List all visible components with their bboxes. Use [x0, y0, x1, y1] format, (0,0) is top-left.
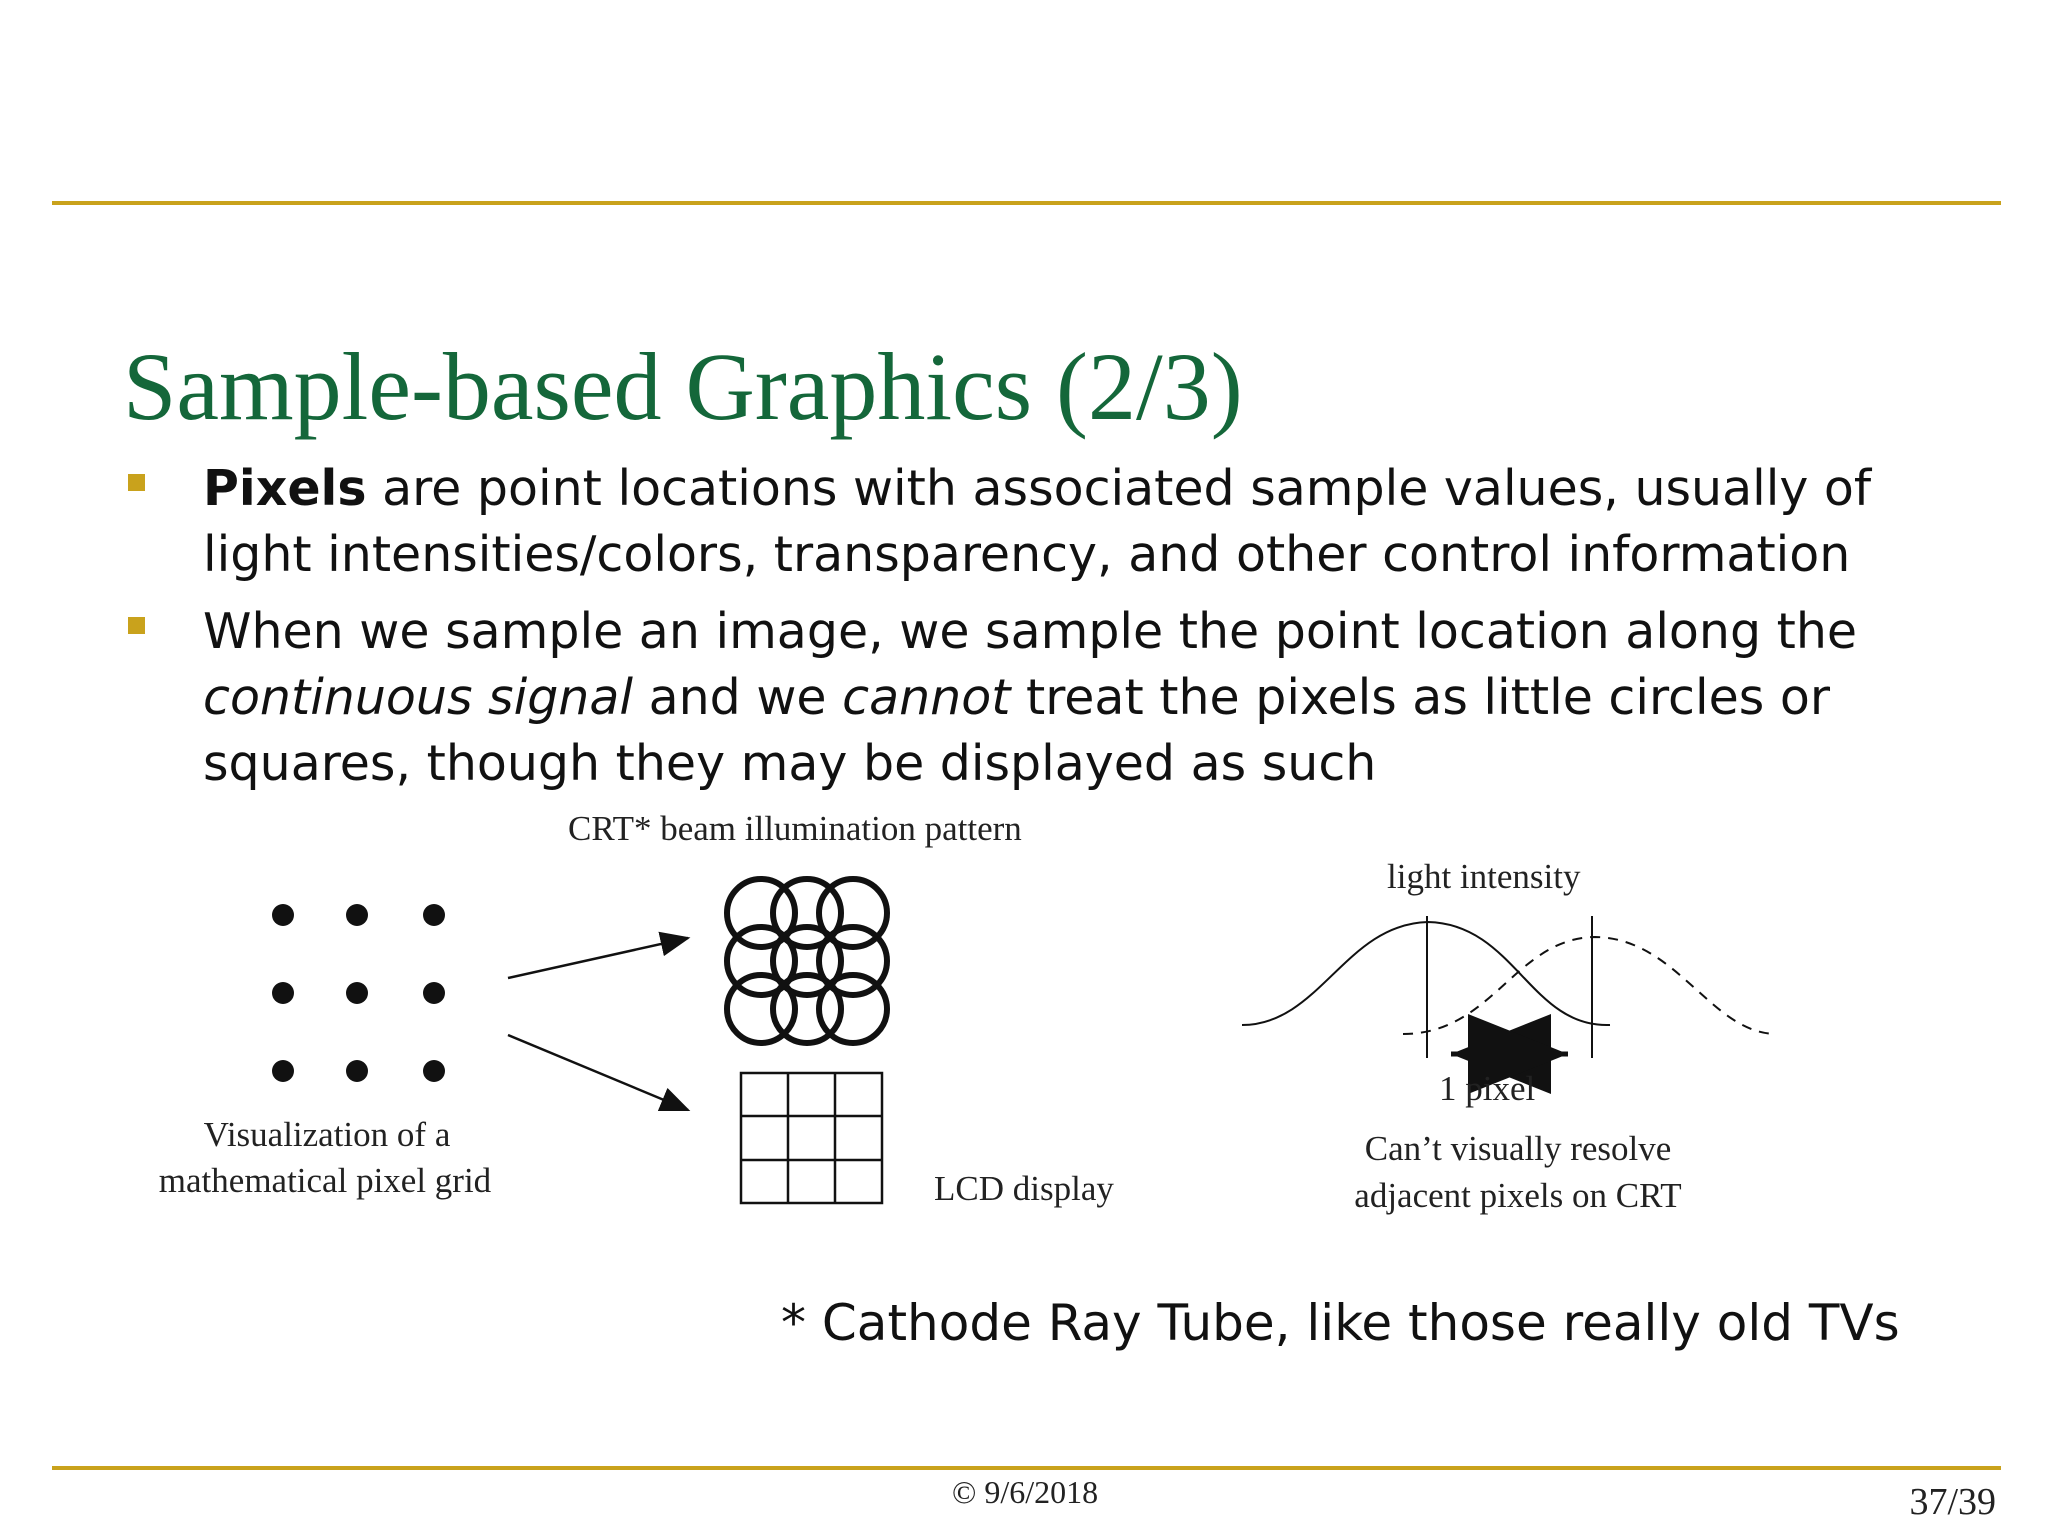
pixel-dot: [272, 1060, 294, 1082]
crt-beam-circle: [819, 879, 887, 947]
bold-term-pixels: Pixels: [203, 460, 367, 517]
bullet-text: [203, 603, 1857, 792]
arrow-to-lcd: [508, 1035, 688, 1110]
crt-beam-circle: [773, 927, 841, 995]
crt-footnote: * Cathode Ray Tube, like those really old TVs: [781, 1294, 1900, 1352]
pixel-dot: [346, 1060, 368, 1082]
crt-resolve-label-line1: Can’t visually resolve: [1364, 1129, 1672, 1168]
pixel-grid-label-line1: Visualization of a: [203, 1115, 451, 1154]
italic-term-continuous-signal: continuous signal: [203, 669, 633, 726]
crt-beam-circle: [773, 879, 841, 947]
pixel-dot: [423, 1060, 445, 1082]
pixel-dot: [272, 982, 294, 1004]
crt-beam-circle: [773, 975, 841, 1043]
intensity-curves: [1242, 916, 1775, 1058]
crt-resolve-label-line2: adjacent pixels on CRT: [1354, 1176, 1682, 1215]
bullet-text-middle: and we: [633, 669, 843, 726]
arrow-to-crt: [508, 938, 688, 978]
pixel-dot: [346, 982, 368, 1004]
solid-intensity-curve: [1242, 922, 1610, 1025]
bullet-text-start: When we sample an image, we sample the point location along the: [203, 603, 1858, 660]
bullet-text-rest: are point locations with associated sample values, usually of light intensities/colors, transparency, and other control information: [203, 460, 1872, 583]
lcd-display-label: LCD display: [934, 1169, 1114, 1208]
top-divider: [52, 201, 2001, 205]
square-bullet-icon: [128, 617, 145, 634]
dashed-intensity-curve: [1403, 937, 1775, 1034]
footer-date: © 9/6/2018: [952, 1474, 1099, 1510]
bullet-item-sampling: [120, 599, 1980, 797]
square-bullet-icon: [128, 474, 145, 491]
bullet-item-pixels: [120, 456, 1980, 588]
light-intensity-label: light intensity: [1387, 857, 1581, 896]
italic-term-cannot: cannot: [842, 669, 1011, 726]
bottom-divider: [52, 1466, 2001, 1470]
bullet-text-end: treat the pixels as little circles or squares, though they may be displayed as such: [203, 669, 1830, 792]
pixel-dot: [272, 904, 294, 926]
pixel-dot: [423, 982, 445, 1004]
pixel-grid-label-line2: mathematical pixel grid: [158, 1161, 492, 1200]
lcd-grid-border: [741, 1073, 882, 1203]
pixel-dot: [423, 904, 445, 926]
crt-pattern-label: CRT* beam illumination pattern: [568, 809, 1022, 848]
crt-beam-circle: [727, 927, 795, 995]
math-pixel-grid-dots: [272, 904, 445, 1082]
page-number: 37/39: [1909, 1481, 1996, 1523]
crt-beam-circle-pattern: [727, 879, 887, 1043]
bullet-list: [120, 456, 1980, 808]
crt-beam-circle: [819, 927, 887, 995]
crt-beam-circle: [819, 975, 887, 1043]
one-pixel-label: 1 pixel: [1439, 1069, 1536, 1108]
bullet-text: [203, 460, 1871, 583]
crt-beam-circle: [727, 879, 795, 947]
lcd-square-grid: [741, 1073, 882, 1203]
crt-beam-circle: [727, 975, 795, 1043]
slide-title: Sample-based Graphics (2/3): [123, 333, 1243, 440]
pixel-dot: [346, 904, 368, 926]
